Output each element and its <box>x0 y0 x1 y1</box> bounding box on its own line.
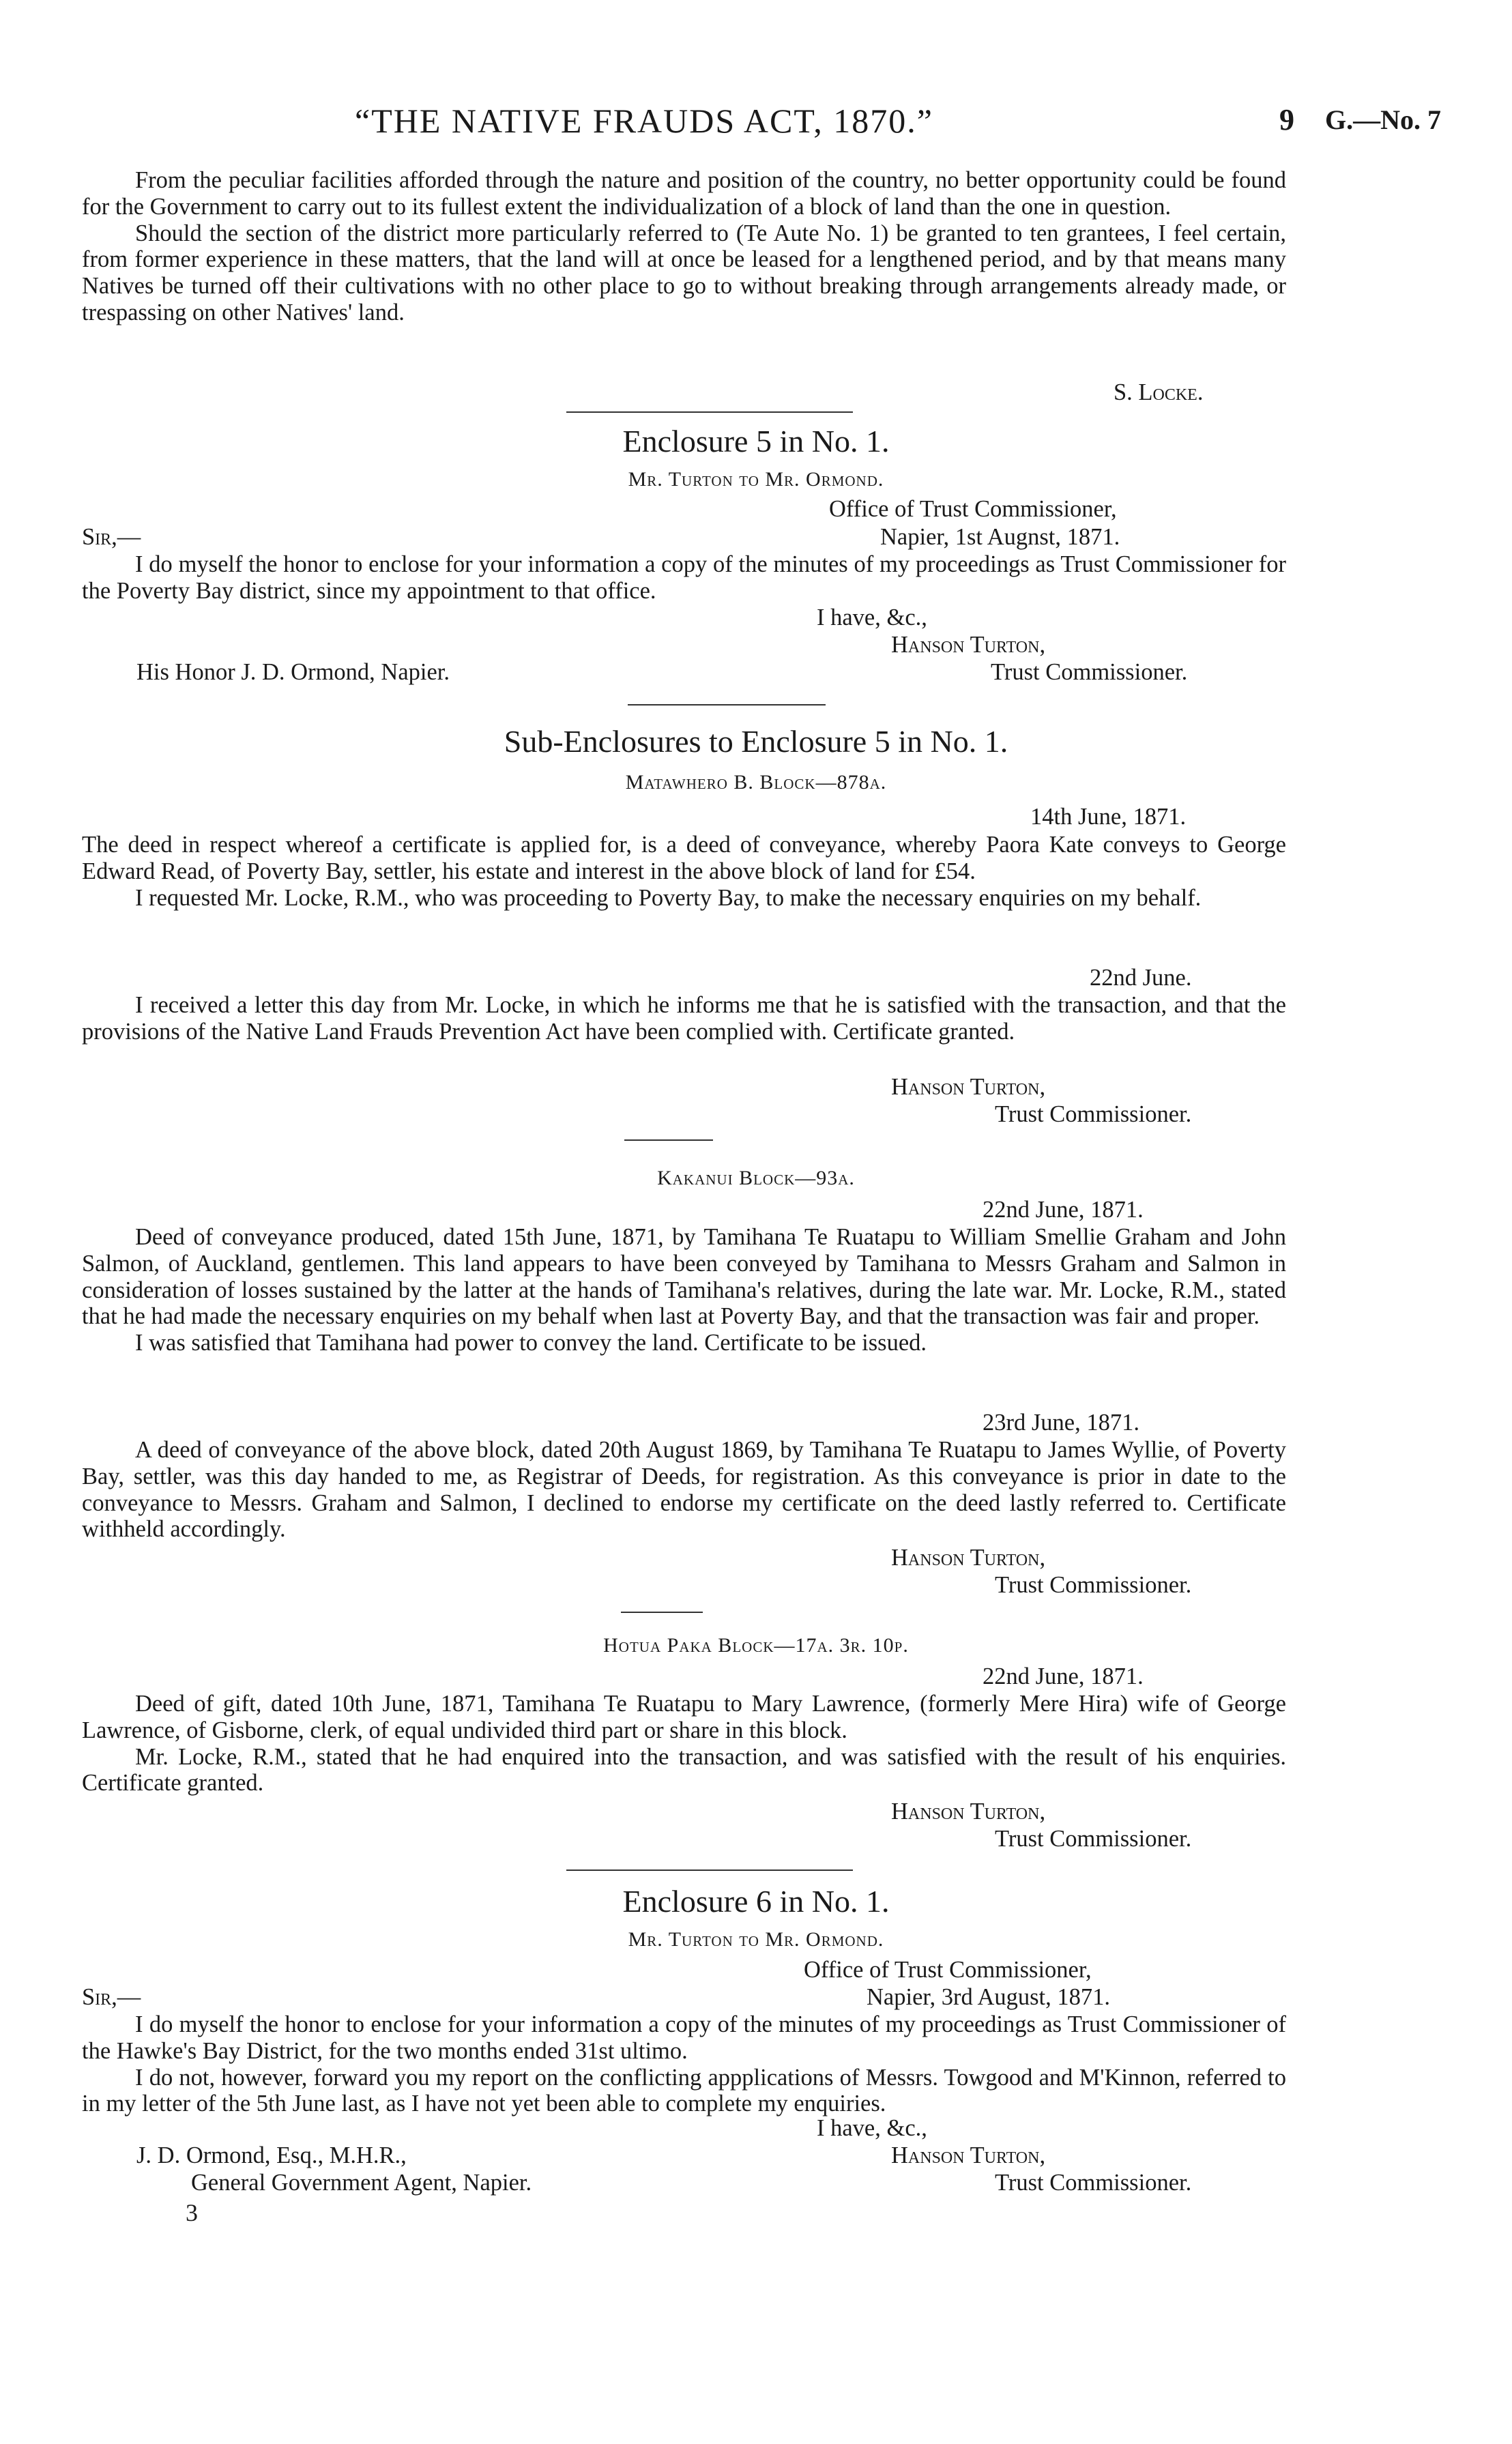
enclosure-6-addressee-2: General Government Agent, Napier. <box>191 2170 532 2196</box>
enclosure-5-addressee: His Honor J. D. Ormond, Napier. <box>136 659 450 685</box>
enclosure-5-salutation: Sir,— <box>82 524 141 550</box>
signature-locke: S. Locke. <box>1114 379 1204 405</box>
hotua-signer-title: Trust Commissioner. <box>995 1826 1192 1852</box>
divider <box>624 1139 713 1141</box>
enclosure-5-closing: I have, &c., <box>817 605 927 630</box>
divider <box>628 704 826 705</box>
enclosure-6-signer-title: Trust Commissioner. <box>995 2170 1192 2196</box>
intro-paragraph: From the peculiar facilities afforded through the nature and position of the country, no better opportunity could be found for the Government to carry out to its fullest extent the individualization of a block of land than the one in question. <box>82 167 1286 220</box>
kakanui-text-1: Deed of conveyance produced, dated 15th June, 1871, by Tamihana Te Ruatapu to William Smellie Graham and John Salmon, of Auckland, gentlemen. This land appears to have been conveyed by Tamihana to Messrs Graham and Salmon in consideration of losses sustained by the latter at the hands of Tamihana's relatives, during the late war. Mr. Locke, R.M., stated that he had made the necessary enquiries on my behalf when last at Poverty Bay, and that the transaction was fair and proper. I was satisfied that Tamihana had power to convey the land. Certificate to be issued. <box>82 1224 1286 1356</box>
enclosure-6-salutation: Sir,— <box>82 1984 141 2010</box>
divider <box>566 411 853 413</box>
enclosure-6-addressee-1: J. D. Ormond, Esq., M.H.R., <box>136 2142 407 2168</box>
enclosure-6-title: Enclosure 6 in No. 1. <box>622 1884 890 1919</box>
matawhero-date-2: 22nd June. <box>1090 965 1192 991</box>
enclosure-5-body: I do myself the honor to enclose for your information a copy of the minutes of my proceedings as Trust Commissioner for the Poverty Bay district, since my appointment to that office. <box>82 551 1286 604</box>
intro-paragraph: Should the section of the district more particularly referred to (Te Aute No. 1) be granted to ten grantees, I feel certain, from former experience in these matters, that the land will at once be leased for a lengthened period, and by that means many Natives be turned off their cultivations with no other place to go to without breaking through arrangements already made, or trespassing on other Natives' land. <box>82 220 1286 325</box>
hotua-signer: Hanson Turton, <box>891 1799 1046 1824</box>
kakanui-heading: Kakanui Block—93a. <box>657 1167 855 1189</box>
hotua-date-1: 22nd June, 1871. <box>983 1663 1144 1689</box>
enclosure-6-closing: I have, &c., <box>817 2115 927 2141</box>
enclosure-5-office: Office of Trust Commissioner, <box>829 496 1117 522</box>
signature-mark: 3 <box>186 2199 198 2226</box>
page-number: 9 <box>1279 103 1294 136</box>
matawhero-heading: Matawhero B. Block—878a. <box>625 771 887 794</box>
matawhero-date-1: 14th June, 1871. <box>1030 804 1187 830</box>
matawhero-text-2: I received a letter this day from Mr. Locke, in which he informs me that he is satisfied with the transaction, and that the provisions of the Native Land Frauds Prevention Act have been complied with. Certificate granted. <box>82 992 1286 1045</box>
kakanui-signer-title: Trust Commissioner. <box>995 1572 1192 1598</box>
enclosure-6-date: Napier, 3rd August, 1871. <box>867 1984 1110 2010</box>
divider <box>621 1612 703 1613</box>
enclosure-5-date: Napier, 1st Augnst, 1871. <box>880 524 1120 550</box>
matawhero-signer-title: Trust Commissioner. <box>995 1101 1192 1127</box>
enclosure-5-signer: Hanson Turton, <box>891 632 1046 658</box>
enclosure-6-signer: Hanson Turton, <box>891 2142 1046 2168</box>
enclosure-5-title: Enclosure 5 in No. 1. <box>622 424 890 459</box>
matawhero-signer: Hanson Turton, <box>891 1074 1046 1100</box>
enclosure-6-subtitle: Mr. Turton to Mr. Ormond. <box>628 1928 884 1951</box>
sub-enclosures-title: Sub-Enclosures to Enclosure 5 in No. 1. <box>504 724 1008 759</box>
kakanui-date-2: 23rd June, 1871. <box>983 1410 1139 1436</box>
divider <box>566 1870 853 1871</box>
enclosure-6-office: Office of Trust Commissioner, <box>804 1957 1092 1983</box>
enclosure-5-subtitle: Mr. Turton to Mr. Ormond. <box>628 468 884 491</box>
kakanui-date-1: 22nd June, 1871. <box>983 1197 1144 1223</box>
kakanui-signer: Hanson Turton, <box>891 1545 1046 1571</box>
hotua-heading: Hotua Paka Block—17a. 3r. 10p. <box>603 1634 909 1657</box>
hotua-text: Deed of gift, dated 10th June, 1871, Tamihana Te Ruatapu to Mary Lawrence, (formerly Mere Hira) wife of George Lawrence, of Gisborne, clerk, of equal undivided third part or share in this block. Mr. Locke, R.M., stated that he had enquired into the transaction, and was satisfied with the result of his enquiries. Certificate granted. <box>82 1691 1286 1796</box>
intro-text <box>82 167 1286 326</box>
page-title: “THE NATIVE FRAUDS ACT, 1870.” <box>355 102 933 140</box>
enclosure-5-signer-title: Trust Commissioner. <box>991 659 1188 685</box>
matawhero-text-1: The deed in respect whereof a certificate is applied for, is a deed of conveyance, whereby Paora Kate conveys to George Edward Read, of Poverty Bay, settler, his estate and interest in the above block of land for £54. I requested Mr. Locke, R.M., who was proceeding to Poverty Bay, to make the necessary enquiries on my behalf. <box>82 832 1286 911</box>
enclosure-6-body: I do myself the honor to enclose for your information a copy of the minutes of my proceedings as Trust Commissioner of the Hawke's Bay District, for the two months ended 31st ultimo. I do not, however, forward you my report on the conflicting appplications of Messrs. Towgood and M'Kinnon, referred to in my letter of the 5th June last, as I have not yet been able to complete my enquiries. <box>82 2011 1286 2117</box>
kakanui-text-2: A deed of conveyance of the above block, dated 20th August 1869, by Tamihana Te Ruatapu to James Wyllie, of Poverty Bay, settler, was this day handed to me, as Registrar of Deeds, for registration. As this conveyance is prior in date to the conveyance to Messrs. Graham and Salmon, I declined to endorse my certificate on the deed lastly referred to. Certificate withheld accordingly. <box>82 1437 1286 1543</box>
paper-reference: G.—No. 7 <box>1325 104 1441 135</box>
